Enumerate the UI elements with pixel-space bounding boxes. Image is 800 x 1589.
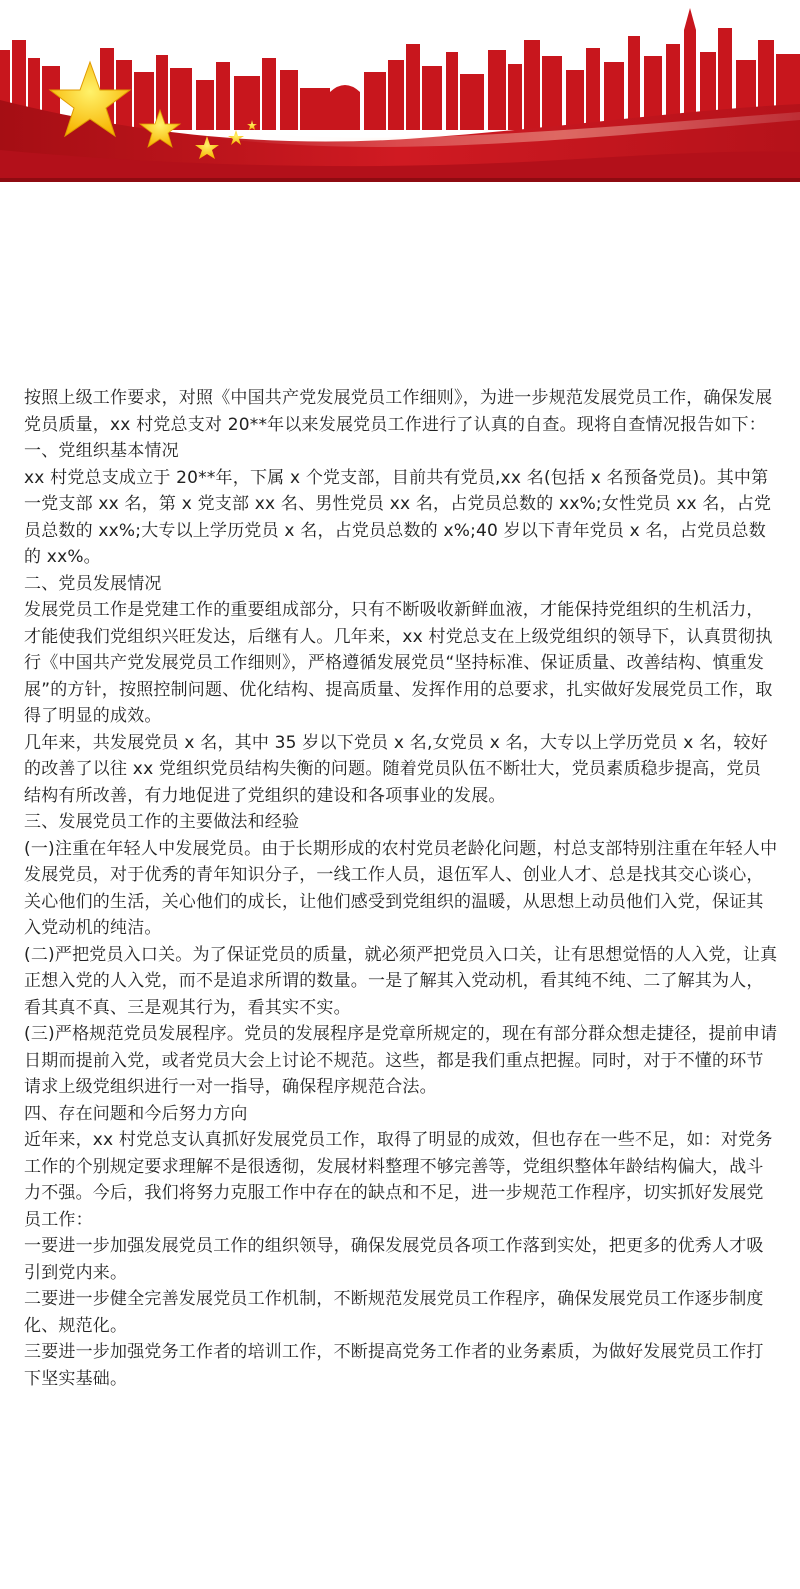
banner-graphic: [0, 0, 800, 190]
section-4-item-3: 三要进一步加强党务工作者的培训工作，不断提高党务工作者的业务素质，为做好发展党员工作打下坚实基础。: [24, 1342, 764, 1389]
section-2-paragraph-2: 几年来，共发展党员 x 名，其中 35 岁以下党员 x 名,女党员 x 名，大专以上学历党员 x 名，较好的改善了以往 xx 党组织党员结构失衡的问题。随着党员队伍不断壮大，党员素质稳步提高，党员结构有所改善，有力地促进了党组织的建设和各项事业的发展。: [24, 732, 768, 806]
section-heading-1: 一、党组织基本情况: [24, 441, 179, 461]
section-heading-4: 四、存在问题和今后努力方向: [24, 1103, 248, 1124]
section-4-item-1: 一要进一步加强发展党员工作的组织领导，确保发展党员各项工作落到实处，把更多的优秀人才吸引到党内来。: [24, 1236, 764, 1283]
section-1-paragraph: xx 村党总支成立于 20**年，下属 x 个党支部，目前共有党员,xx 名(包括 x 名预备党员)。其中第一党支部 xx 名，第 x 党支部 xx 名、男性党员 xx 名，占党员总数的 xx%;女性党员 xx 名，占党员总数的 xx%;大专以上学历党员 x 名，占党员总数的 x%;40 岁以下青年党员 x 名，占党员总数的 xx%。: [24, 467, 772, 567]
section-3-item-3: (三)严格规范党员发展程序。党员的发展程序是党章所规定的，现在有部分群众想走捷径，提前申请日期而提前入党，或者党员大会上讨论不规范。这些，都是我们重点把握。同时，对于不懂的环节请求上级党组织进行一对一指导，确保程序规范合法。: [24, 1024, 778, 1097]
section-3-item-1: (一)注重在年轻人中发展党员。由于长期形成的农村党员老龄化问题，村总支部特别注重在年轻人中发展党员，对于优秀的青年知识分子，一线工作人员，退伍军人、创业人才、总是找其交心谈心，关心他们的生活，关心他们的成长，让他们感受到党组织的温暖，从思想上动员他们入党，保证其入党动机的纯洁。: [24, 838, 778, 938]
section-3-item-2: (二)严把党员入口关。为了保证党员的质量，就必须严把党员入口关，让有思想觉悟的人入党，让真正想入党的人入党，而不是追求所谓的数量。一是了解其入党动机，看其纯不纯、二了解其为人，看其真不真、三是观其行为，看其实不实。: [24, 944, 778, 1018]
report-body: [24, 385, 778, 1392]
section-heading-2: 二、党员发展情况: [24, 573, 162, 594]
intro-paragraph: 按照上级工作要求，对照《中国共产党发展党员工作细则》，为进一步规范发展党员工作，确保发展党员质量，xx 村党总支对 20**年以来发展党员工作进行了认真的自查。现将自查情况报告如下：: [24, 388, 773, 435]
section-4-paragraph: 近年来，xx 村党总支认真抓好发展党员工作，取得了明显的成效，但也存在一些不足，如：对党务工作的个别规定要求理解不是很透彻，发展材料整理不够完善等，党组织整体年龄结构偏大，战斗力不强。今后，我们将努力克服工作中存在的缺点和不足，进一步规范工作程序，切实抓好发展党员工作：: [24, 1130, 773, 1230]
header-banner: [0, 0, 800, 190]
section-2-paragraph-1: 发展党员工作是党建工作的重要组成部分，只有不断吸收新鲜血液，才能保持党组织的生机活力，才能使我们党组织兴旺发达，后继有人。几年来，xx 村党总支在上级党组织的领导下，认真贯彻执行《中国共产党发展党员工作细则》，严格遵循发展党员“坚持标准、保证质量、改善结构、慎重发展”的方针，按照控制问题、优化结构、提高质量、发挥作用的总要求，扎实做好发展党员工作，取得了明显的成效。: [24, 600, 773, 726]
section-heading-3: 三、发展党员工作的主要做法和经验: [24, 812, 300, 832]
city-skyline: [0, 8, 800, 130]
section-4-item-2: 二要进一步健全完善发展党员工作机制，不断规范发展党员工作程序，确保发展党员工作逐步制度化、规范化。: [24, 1289, 764, 1336]
